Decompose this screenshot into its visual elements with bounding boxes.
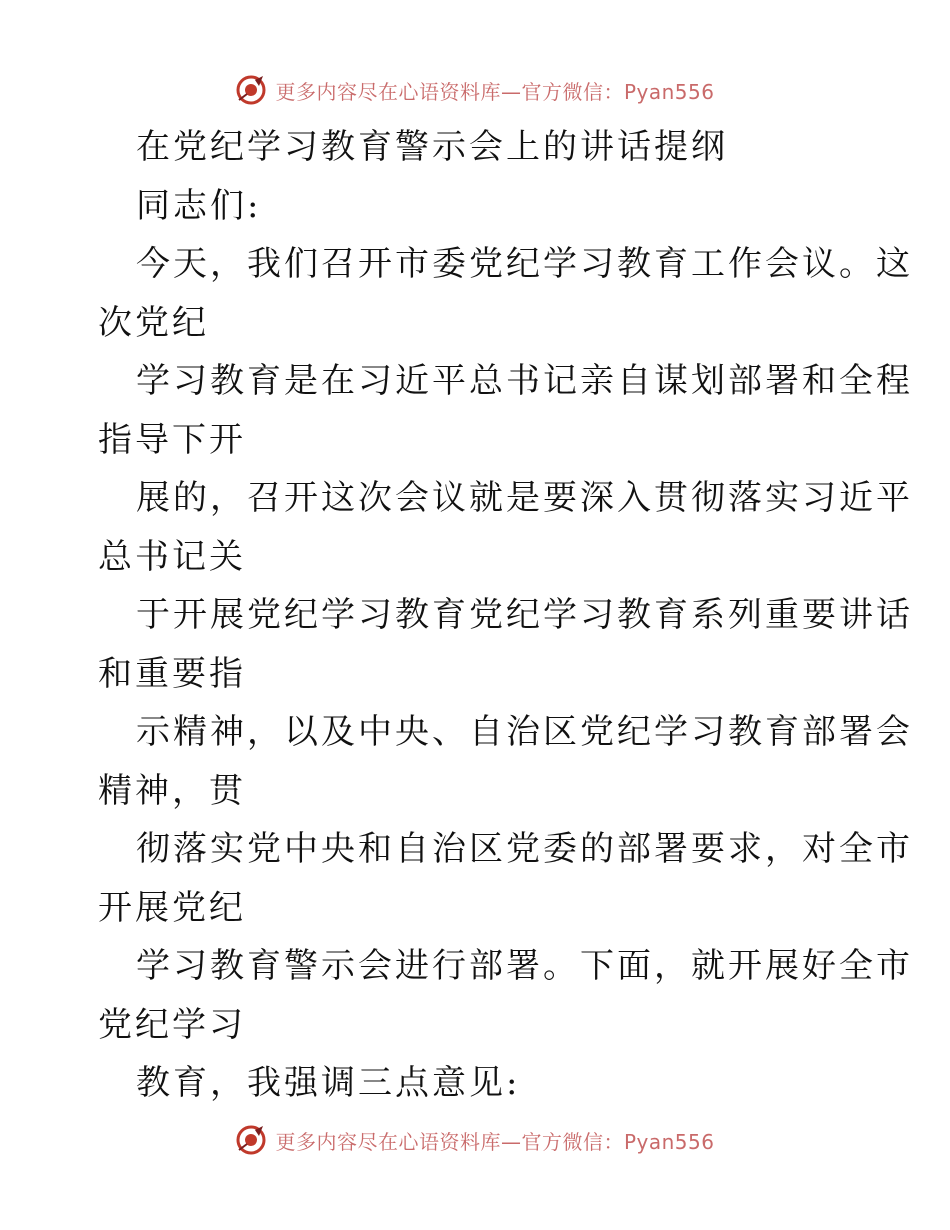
paragraph-line: 指导下开 <box>98 419 246 460</box>
logo-icon <box>235 74 267 106</box>
paragraph-line: 学习教育警示会进行部署。下面，就开展好全市 <box>136 946 913 986</box>
paragraph-line: 同志们: <box>136 185 262 226</box>
header-watermark-banner <box>0 70 950 110</box>
document-title: 在党纪学习教育警示会上的讲话提纲 <box>136 127 728 167</box>
paragraph-line: 总书记关 <box>98 536 246 577</box>
footer-watermark-banner <box>0 1120 950 1160</box>
paragraph-line: 今天，我们召开市委党纪学习教育工作会议。这 <box>136 244 913 284</box>
paragraph-line: 次党纪 <box>98 302 209 343</box>
paragraph-line: 教育，我强调三点意见: <box>136 1063 521 1103</box>
paragraph-line: 学习教育是在习近平总书记亲自谋划部署和全程 <box>136 361 913 401</box>
paragraph-line: 和重要指 <box>98 653 246 694</box>
document-body <box>98 118 913 1113</box>
paragraph-line: 示精神，以及中央、自治区党纪学习教育部署会 <box>136 712 913 752</box>
watermark-text: 更多内容尽在心语资料库—官方微信：Pyan556 <box>275 1129 715 1154</box>
watermark-text: 更多内容尽在心语资料库—官方微信：Pyan556 <box>275 79 715 104</box>
paragraph-line: 展的，召开这次会议就是要深入贯彻落实习近平 <box>136 478 913 518</box>
paragraph-line: 于开展党纪学习教育党纪学习教育系列重要讲话 <box>136 595 913 635</box>
logo-icon <box>235 1124 267 1156</box>
paragraph-line: 党纪学习 <box>98 1004 246 1045</box>
paragraph-line: 精神，贯 <box>98 770 246 811</box>
paragraph-line: 彻落实党中央和自治区党委的部署要求，对全市 <box>136 829 913 869</box>
paragraph-line: 开展党纪 <box>98 887 246 928</box>
